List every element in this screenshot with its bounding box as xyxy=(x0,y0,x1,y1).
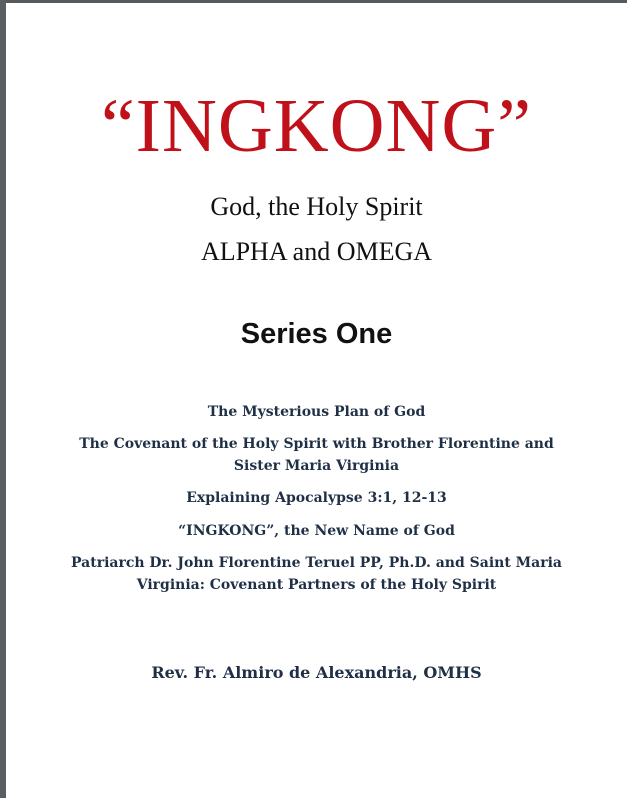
document-page xyxy=(6,3,627,798)
topic-text: Patriarch Dr. John Florentine Teruel PP, Ph.D. and Saint Maria xyxy=(71,555,562,571)
topic-item xyxy=(66,520,567,542)
subtitle-line-1: God, the Holy Spirit xyxy=(210,192,423,221)
topic-text: Sister Maria Virginia xyxy=(233,458,400,474)
topic-item xyxy=(66,433,567,477)
topic-text: The Mysterious Plan of God xyxy=(207,404,426,420)
book-title: “INGKONG” xyxy=(100,84,533,168)
series-heading: Series One xyxy=(240,318,393,350)
topic-text: The Covenant of the Holy Spirit with Brother Florentine and xyxy=(79,436,554,452)
topic-item xyxy=(66,487,567,509)
topic-text: Virginia: Covenant Partners of the Holy Spirit xyxy=(136,577,497,593)
topic-text: Explaining Apocalypse 3:1, 12-13 xyxy=(186,490,447,506)
topic-item xyxy=(66,552,567,596)
topic-text: “INGKONG”, the New Name of God xyxy=(178,523,455,539)
topic-item xyxy=(66,401,567,423)
subtitle-line-2: ALPHA and OMEGA xyxy=(200,237,433,266)
author-name: Rev. Fr. Almiro de Alexandria, OMHS xyxy=(151,663,482,682)
